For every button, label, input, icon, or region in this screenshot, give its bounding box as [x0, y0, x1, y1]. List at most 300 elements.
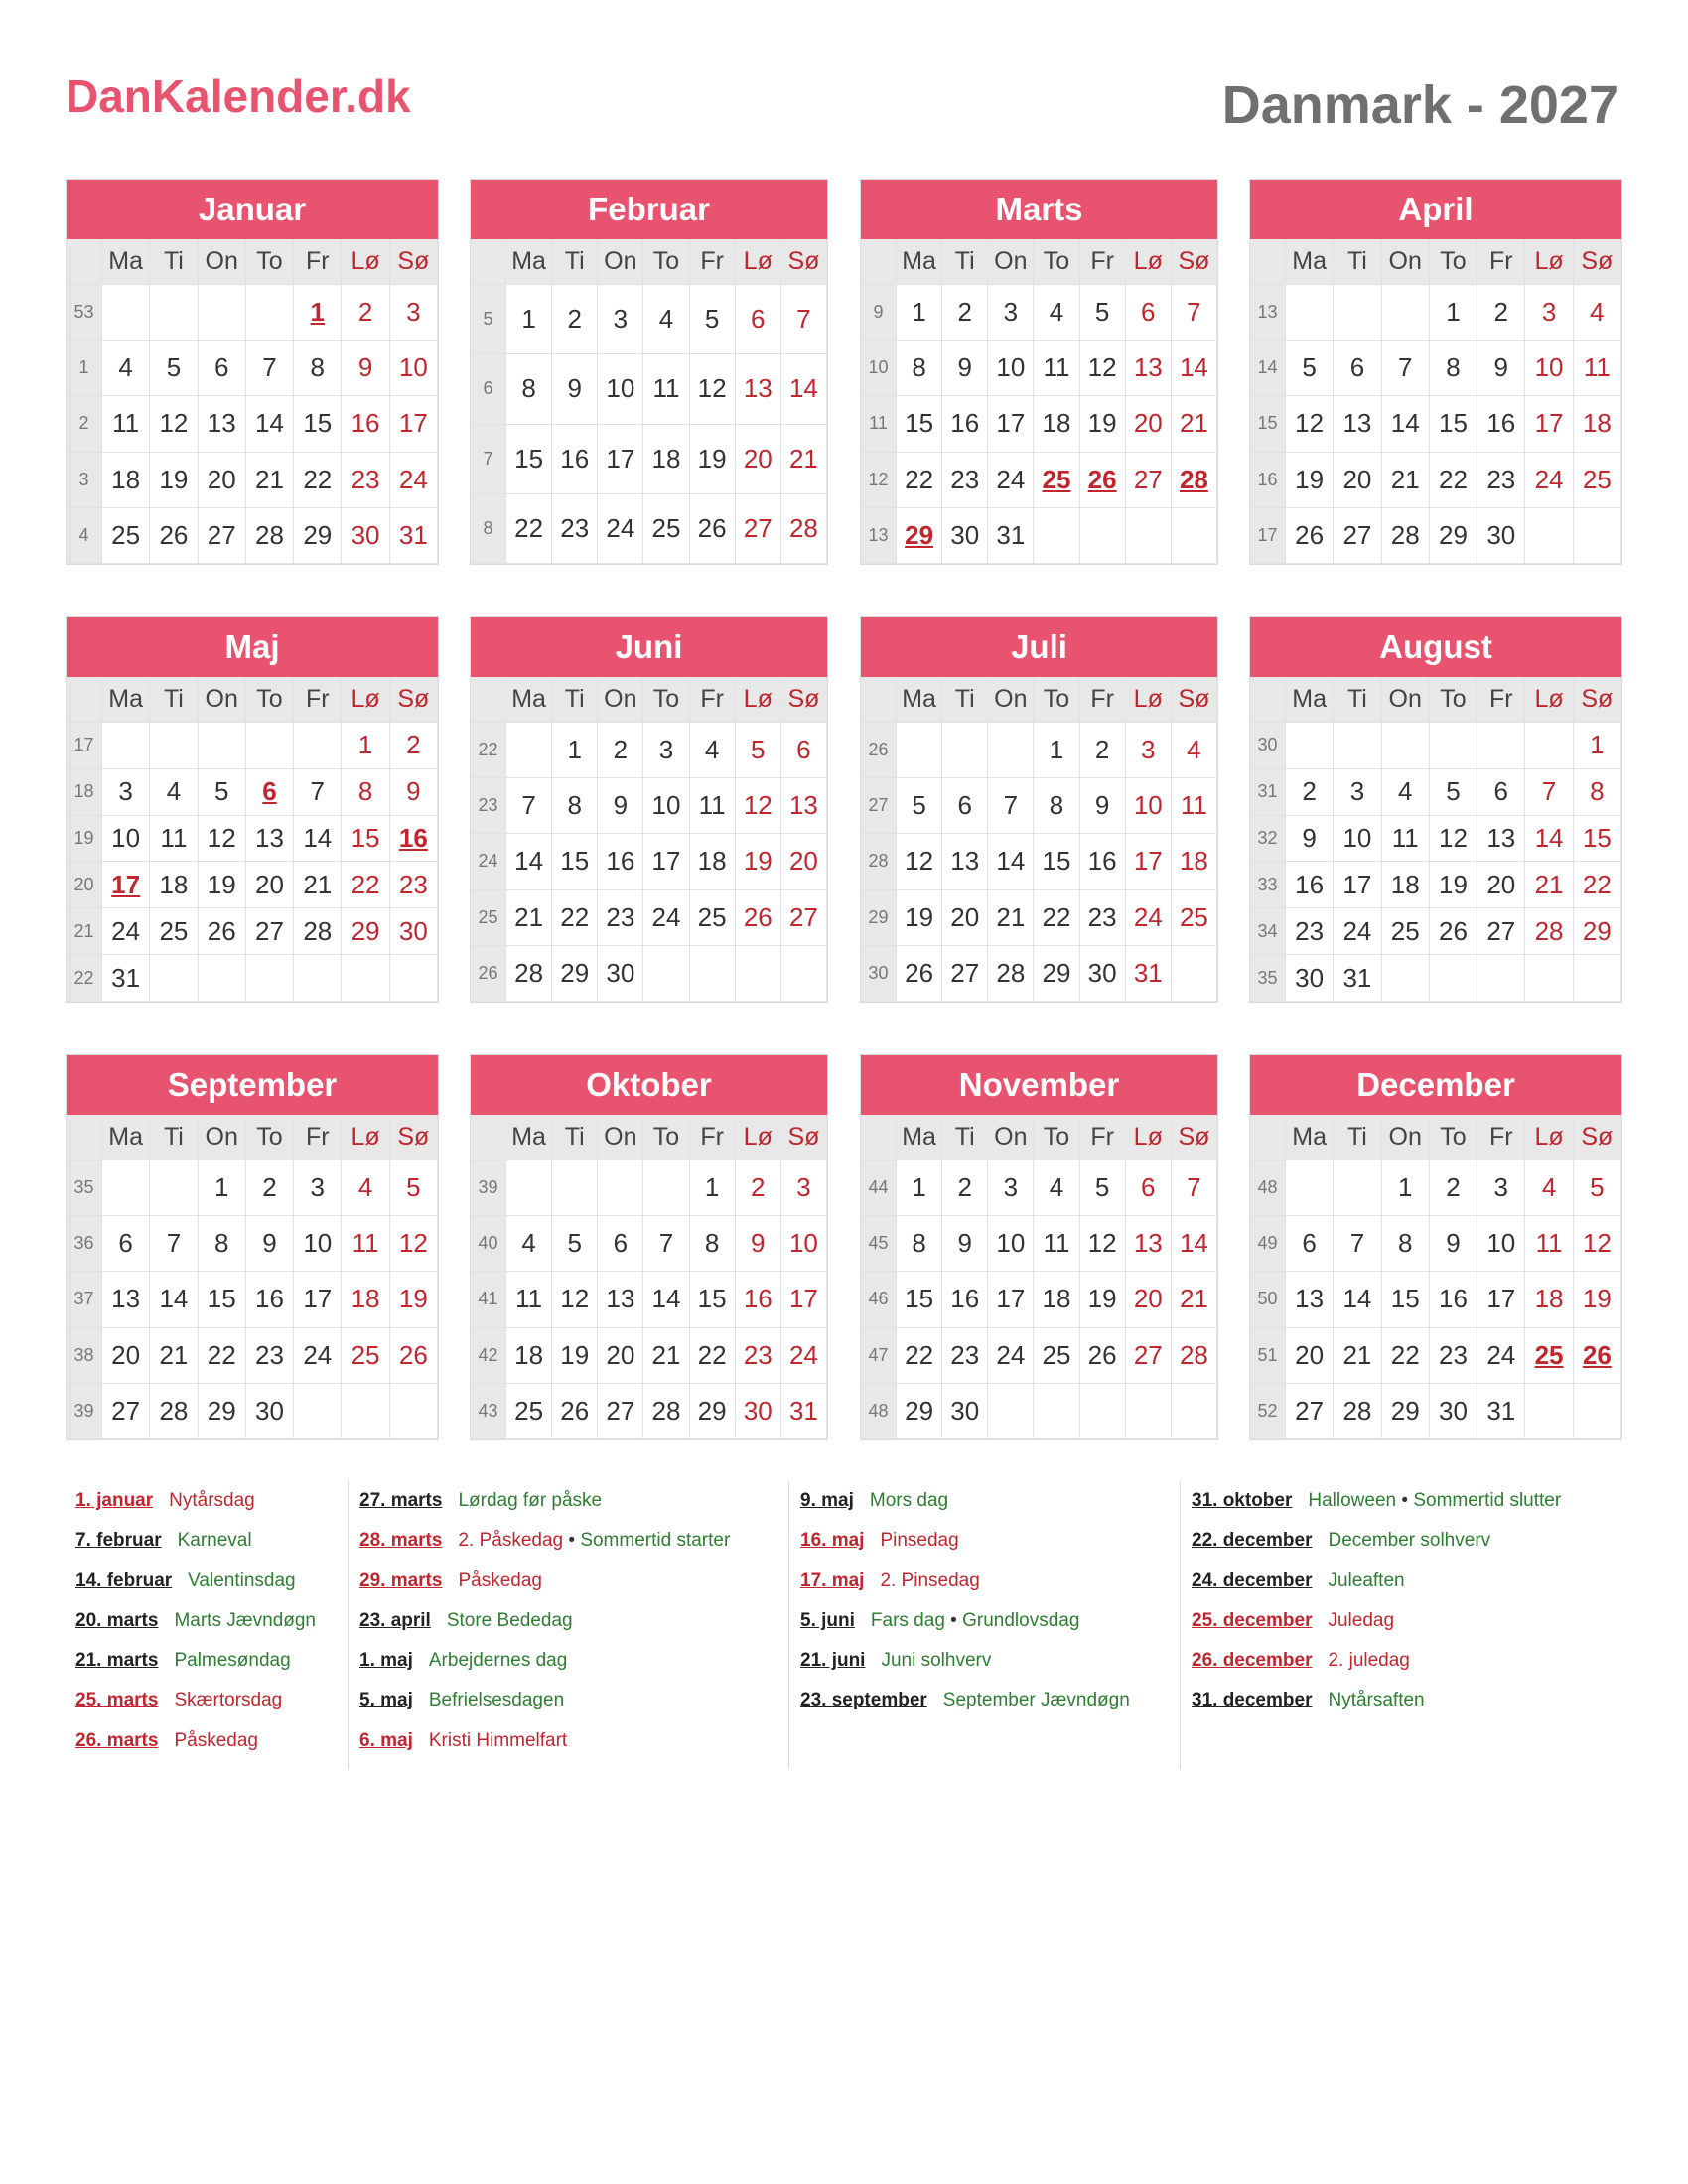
day-cell[interactable]: 17: [1477, 1272, 1525, 1327]
day-cell[interactable]: 4: [342, 1160, 389, 1216]
day-cell[interactable]: 1: [506, 285, 552, 354]
day-cell[interactable]: 12: [1080, 341, 1126, 396]
day-cell[interactable]: 27: [1334, 508, 1381, 564]
day-cell[interactable]: 9: [942, 1216, 988, 1272]
day-cell[interactable]: 27: [781, 890, 827, 946]
day-cell[interactable]: 29: [897, 1384, 942, 1439]
day-cell[interactable]: 15: [342, 816, 389, 863]
day-cell[interactable]: 15: [199, 1272, 246, 1327]
day-cell[interactable]: 23: [598, 890, 643, 946]
day-cell[interactable]: 21: [643, 1328, 689, 1384]
day-cell[interactable]: 23: [1477, 453, 1525, 508]
legend-date[interactable]: 14. februar: [75, 1570, 173, 1591]
day-cell[interactable]: 15: [690, 1272, 736, 1327]
day-cell[interactable]: 16: [1080, 834, 1126, 889]
day-cell[interactable]: 11: [1172, 778, 1217, 834]
day-cell[interactable]: 2: [1080, 723, 1126, 778]
day-cell[interactable]: 4: [102, 341, 150, 396]
day-cell[interactable]: 12: [199, 816, 246, 863]
day-cell[interactable]: 23: [736, 1328, 781, 1384]
day-cell[interactable]: 28: [294, 908, 342, 955]
day-cell[interactable]: 22: [1430, 453, 1477, 508]
day-cell[interactable]: 12: [552, 1272, 598, 1327]
day-cell[interactable]: 10: [390, 341, 438, 396]
day-cell[interactable]: 10: [102, 816, 150, 863]
day-cell[interactable]: 3: [1334, 769, 1381, 816]
day-cell[interactable]: 13: [1126, 1216, 1172, 1272]
day-cell[interactable]: 4: [690, 723, 736, 778]
legend-date[interactable]: 1. januar: [75, 1490, 154, 1511]
day-cell[interactable]: 9: [736, 1216, 781, 1272]
day-cell[interactable]: 18: [342, 1272, 389, 1327]
day-cell[interactable]: 14: [781, 354, 827, 424]
day-cell[interactable]: 6: [1126, 1160, 1172, 1216]
day-cell[interactable]: 1: [1034, 723, 1079, 778]
day-cell[interactable]: 3: [1525, 285, 1573, 341]
day-cell[interactable]: 10: [598, 354, 643, 424]
day-cell[interactable]: 18: [1525, 1272, 1573, 1327]
day-cell[interactable]: 7: [150, 1216, 198, 1272]
day-cell[interactable]: 20: [1126, 1272, 1172, 1327]
day-cell[interactable]: 24: [294, 1328, 342, 1384]
day-cell[interactable]: 26: [690, 494, 736, 564]
day-cell[interactable]: 18: [102, 453, 150, 508]
day-cell[interactable]: 31: [1334, 955, 1381, 1002]
day-cell[interactable]: 20: [942, 890, 988, 946]
day-cell[interactable]: 27: [1477, 908, 1525, 955]
day-cell[interactable]: 30: [246, 1384, 294, 1439]
day-cell[interactable]: 4: [1034, 1160, 1079, 1216]
day-cell[interactable]: 26: [199, 908, 246, 955]
legend-date[interactable]: 29. marts: [359, 1570, 443, 1591]
day-cell[interactable]: 22: [1034, 890, 1079, 946]
day-cell[interactable]: 4: [1034, 285, 1079, 341]
day-cell[interactable]: 24: [988, 453, 1034, 508]
day-cell[interactable]: 10: [781, 1216, 827, 1272]
day-cell[interactable]: 15: [506, 425, 552, 494]
day-cell[interactable]: 9: [598, 778, 643, 834]
day-cell[interactable]: 8: [506, 354, 552, 424]
day-cell[interactable]: 30: [1430, 1384, 1477, 1439]
legend-date[interactable]: 16. maj: [800, 1530, 865, 1552]
day-cell[interactable]: 8: [199, 1216, 246, 1272]
day-cell[interactable]: 26: [897, 946, 942, 1002]
day-cell[interactable]: 11: [506, 1272, 552, 1327]
day-cell[interactable]: 28: [150, 1384, 198, 1439]
day-cell[interactable]: 1: [897, 285, 942, 341]
day-cell[interactable]: 29: [1430, 508, 1477, 564]
day-cell[interactable]: 18: [1034, 1272, 1079, 1327]
day-cell[interactable]: 5: [1080, 285, 1126, 341]
day-cell[interactable]: 3: [598, 285, 643, 354]
day-cell[interactable]: 17: [390, 396, 438, 452]
day-cell[interactable]: 6: [1477, 769, 1525, 816]
day-cell[interactable]: 11: [1574, 341, 1621, 396]
day-cell[interactable]: 7: [643, 1216, 689, 1272]
day-cell[interactable]: 29: [1382, 1384, 1430, 1439]
day-cell[interactable]: 16: [1477, 396, 1525, 452]
day-cell[interactable]: 1: [1430, 285, 1477, 341]
day-cell[interactable]: 14: [1382, 396, 1430, 452]
day-cell[interactable]: 16: [598, 834, 643, 889]
day-cell[interactable]: 9: [1430, 1216, 1477, 1272]
day-cell[interactable]: 9: [246, 1216, 294, 1272]
day-cell[interactable]: 10: [643, 778, 689, 834]
day-cell[interactable]: 13: [1477, 816, 1525, 863]
day-cell[interactable]: 14: [294, 816, 342, 863]
day-cell[interactable]: 19: [690, 425, 736, 494]
day-cell[interactable]: 5: [390, 1160, 438, 1216]
day-cell[interactable]: 6: [1286, 1216, 1334, 1272]
day-cell[interactable]: 14: [150, 1272, 198, 1327]
day-cell[interactable]: 17: [1126, 834, 1172, 889]
day-cell[interactable]: 5: [1574, 1160, 1621, 1216]
day-cell[interactable]: 13: [199, 396, 246, 452]
day-cell[interactable]: 28: [506, 946, 552, 1002]
legend-date[interactable]: 24. december: [1192, 1570, 1313, 1591]
legend-date[interactable]: 22. december: [1192, 1530, 1313, 1552]
day-cell[interactable]: 8: [1382, 1216, 1430, 1272]
day-cell[interactable]: 27: [736, 494, 781, 564]
day-cell[interactable]: 8: [552, 778, 598, 834]
day-cell[interactable]: 12: [1430, 816, 1477, 863]
day-cell[interactable]: 25: [1034, 453, 1079, 508]
day-cell[interactable]: 14: [506, 834, 552, 889]
day-cell[interactable]: 9: [552, 354, 598, 424]
day-cell[interactable]: 22: [1574, 862, 1621, 908]
day-cell[interactable]: 28: [1525, 908, 1573, 955]
day-cell[interactable]: 19: [199, 862, 246, 908]
day-cell[interactable]: 6: [199, 341, 246, 396]
day-cell[interactable]: 30: [736, 1384, 781, 1439]
legend-date[interactable]: 23. september: [800, 1690, 927, 1711]
day-cell[interactable]: 29: [342, 908, 389, 955]
day-cell[interactable]: 18: [690, 834, 736, 889]
day-cell[interactable]: 20: [598, 1328, 643, 1384]
day-cell[interactable]: 4: [506, 1216, 552, 1272]
legend-date[interactable]: 23. april: [359, 1609, 431, 1631]
day-cell[interactable]: 24: [598, 494, 643, 564]
day-cell[interactable]: 2: [552, 285, 598, 354]
day-cell[interactable]: 27: [598, 1384, 643, 1439]
day-cell[interactable]: 16: [1286, 862, 1334, 908]
day-cell[interactable]: 1: [690, 1160, 736, 1216]
day-cell[interactable]: 5: [1286, 341, 1334, 396]
day-cell[interactable]: 24: [1477, 1328, 1525, 1384]
legend-date[interactable]: 21. juni: [800, 1650, 866, 1672]
day-cell[interactable]: 31: [1477, 1384, 1525, 1439]
day-cell[interactable]: 4: [1525, 1160, 1573, 1216]
day-cell[interactable]: 2: [942, 285, 988, 341]
day-cell[interactable]: 2: [942, 1160, 988, 1216]
day-cell[interactable]: 26: [1080, 1328, 1126, 1384]
day-cell[interactable]: 23: [1080, 890, 1126, 946]
day-cell[interactable]: 4: [150, 769, 198, 816]
day-cell[interactable]: 20: [781, 834, 827, 889]
day-cell[interactable]: 27: [1126, 453, 1172, 508]
day-cell[interactable]: 23: [390, 862, 438, 908]
day-cell[interactable]: 19: [1080, 1272, 1126, 1327]
day-cell[interactable]: 14: [643, 1272, 689, 1327]
day-cell[interactable]: 8: [342, 769, 389, 816]
day-cell[interactable]: 14: [1334, 1272, 1381, 1327]
day-cell[interactable]: 22: [897, 1328, 942, 1384]
day-cell[interactable]: 20: [246, 862, 294, 908]
day-cell[interactable]: 5: [1080, 1160, 1126, 1216]
day-cell[interactable]: 25: [1574, 453, 1621, 508]
legend-date[interactable]: 28. marts: [359, 1530, 443, 1552]
day-cell[interactable]: 3: [781, 1160, 827, 1216]
day-cell[interactable]: 16: [390, 816, 438, 863]
day-cell[interactable]: 12: [736, 778, 781, 834]
day-cell[interactable]: 16: [552, 425, 598, 494]
day-cell[interactable]: 19: [390, 1272, 438, 1327]
day-cell[interactable]: 16: [1430, 1272, 1477, 1327]
day-cell[interactable]: 8: [897, 1216, 942, 1272]
day-cell[interactable]: 13: [246, 816, 294, 863]
day-cell[interactable]: 28: [1172, 1328, 1217, 1384]
legend-date[interactable]: 31. december: [1192, 1690, 1313, 1711]
day-cell[interactable]: 10: [1525, 341, 1573, 396]
day-cell[interactable]: 6: [1334, 341, 1381, 396]
day-cell[interactable]: 21: [1334, 1328, 1381, 1384]
day-cell[interactable]: 3: [102, 769, 150, 816]
day-cell[interactable]: 31: [1126, 946, 1172, 1002]
day-cell[interactable]: 11: [342, 1216, 389, 1272]
day-cell[interactable]: 14: [1172, 1216, 1217, 1272]
day-cell[interactable]: 12: [1286, 396, 1334, 452]
day-cell[interactable]: 15: [897, 396, 942, 452]
day-cell[interactable]: 16: [246, 1272, 294, 1327]
day-cell[interactable]: 13: [1126, 341, 1172, 396]
day-cell[interactable]: 24: [1126, 890, 1172, 946]
day-cell[interactable]: 15: [1430, 396, 1477, 452]
day-cell[interactable]: 8: [897, 341, 942, 396]
day-cell[interactable]: 8: [690, 1216, 736, 1272]
day-cell[interactable]: 3: [294, 1160, 342, 1216]
day-cell[interactable]: 5: [1430, 769, 1477, 816]
day-cell[interactable]: 20: [1126, 396, 1172, 452]
day-cell[interactable]: 13: [1334, 396, 1381, 452]
day-cell[interactable]: 24: [781, 1328, 827, 1384]
day-cell[interactable]: 30: [1286, 955, 1334, 1002]
day-cell[interactable]: 12: [1080, 1216, 1126, 1272]
day-cell[interactable]: 1: [1574, 723, 1621, 769]
day-cell[interactable]: 18: [1034, 396, 1079, 452]
day-cell[interactable]: 16: [342, 396, 389, 452]
day-cell[interactable]: 25: [506, 1384, 552, 1439]
day-cell[interactable]: 22: [294, 453, 342, 508]
day-cell[interactable]: 6: [246, 769, 294, 816]
day-cell[interactable]: 3: [1477, 1160, 1525, 1216]
day-cell[interactable]: 24: [643, 890, 689, 946]
day-cell[interactable]: 23: [1430, 1328, 1477, 1384]
day-cell[interactable]: 22: [342, 862, 389, 908]
day-cell[interactable]: 30: [342, 508, 389, 564]
day-cell[interactable]: 25: [1525, 1328, 1573, 1384]
day-cell[interactable]: 25: [1034, 1328, 1079, 1384]
day-cell[interactable]: 27: [1126, 1328, 1172, 1384]
day-cell[interactable]: 1: [294, 285, 342, 341]
day-cell[interactable]: 5: [690, 285, 736, 354]
day-cell[interactable]: 7: [246, 341, 294, 396]
day-cell[interactable]: 10: [1126, 778, 1172, 834]
day-cell[interactable]: 15: [1382, 1272, 1430, 1327]
day-cell[interactable]: 14: [1172, 341, 1217, 396]
day-cell[interactable]: 6: [942, 778, 988, 834]
day-cell[interactable]: 25: [1172, 890, 1217, 946]
day-cell[interactable]: 16: [942, 396, 988, 452]
day-cell[interactable]: 1: [199, 1160, 246, 1216]
legend-date[interactable]: 7. februar: [75, 1530, 162, 1552]
day-cell[interactable]: 7: [1172, 1160, 1217, 1216]
day-cell[interactable]: 30: [598, 946, 643, 1002]
day-cell[interactable]: 26: [150, 508, 198, 564]
day-cell[interactable]: 27: [102, 1384, 150, 1439]
day-cell[interactable]: 2: [1286, 769, 1334, 816]
day-cell[interactable]: 4: [1172, 723, 1217, 778]
day-cell[interactable]: 19: [552, 1328, 598, 1384]
day-cell[interactable]: 21: [150, 1328, 198, 1384]
day-cell[interactable]: 3: [988, 285, 1034, 341]
day-cell[interactable]: 26: [1430, 908, 1477, 955]
day-cell[interactable]: 11: [690, 778, 736, 834]
day-cell[interactable]: 24: [1334, 908, 1381, 955]
day-cell[interactable]: 23: [342, 453, 389, 508]
day-cell[interactable]: 19: [1574, 1272, 1621, 1327]
day-cell[interactable]: 31: [102, 955, 150, 1002]
day-cell[interactable]: 27: [1286, 1384, 1334, 1439]
day-cell[interactable]: 16: [942, 1272, 988, 1327]
day-cell[interactable]: 25: [690, 890, 736, 946]
day-cell[interactable]: 1: [342, 723, 389, 769]
day-cell[interactable]: 30: [1477, 508, 1525, 564]
day-cell[interactable]: 13: [598, 1272, 643, 1327]
day-cell[interactable]: 8: [1574, 769, 1621, 816]
legend-date[interactable]: 21. marts: [75, 1650, 159, 1672]
day-cell[interactable]: 31: [988, 508, 1034, 564]
day-cell[interactable]: 11: [102, 396, 150, 452]
legend-date[interactable]: 1. maj: [359, 1650, 413, 1672]
day-cell[interactable]: 17: [988, 396, 1034, 452]
day-cell[interactable]: 7: [1172, 285, 1217, 341]
day-cell[interactable]: 10: [988, 341, 1034, 396]
day-cell[interactable]: 19: [150, 453, 198, 508]
day-cell[interactable]: 28: [781, 494, 827, 564]
day-cell[interactable]: 24: [988, 1328, 1034, 1384]
day-cell[interactable]: 7: [1334, 1216, 1381, 1272]
day-cell[interactable]: 28: [1172, 453, 1217, 508]
legend-date[interactable]: 17. maj: [800, 1570, 865, 1591]
day-cell[interactable]: 28: [988, 946, 1034, 1002]
day-cell[interactable]: 26: [390, 1328, 438, 1384]
day-cell[interactable]: 19: [1430, 862, 1477, 908]
day-cell[interactable]: 7: [1382, 341, 1430, 396]
day-cell[interactable]: 12: [1574, 1216, 1621, 1272]
day-cell[interactable]: 29: [690, 1384, 736, 1439]
day-cell[interactable]: 5: [736, 723, 781, 778]
day-cell[interactable]: 30: [942, 1384, 988, 1439]
day-cell[interactable]: 14: [988, 834, 1034, 889]
day-cell[interactable]: 4: [1574, 285, 1621, 341]
day-cell[interactable]: 26: [552, 1384, 598, 1439]
day-cell[interactable]: 2: [598, 723, 643, 778]
day-cell[interactable]: 8: [1430, 341, 1477, 396]
day-cell[interactable]: 29: [552, 946, 598, 1002]
day-cell[interactable]: 22: [506, 494, 552, 564]
day-cell[interactable]: 24: [1525, 453, 1573, 508]
day-cell[interactable]: 6: [736, 285, 781, 354]
day-cell[interactable]: 23: [942, 453, 988, 508]
day-cell[interactable]: 18: [1382, 862, 1430, 908]
day-cell[interactable]: 17: [1525, 396, 1573, 452]
day-cell[interactable]: 17: [294, 1272, 342, 1327]
day-cell[interactable]: 6: [102, 1216, 150, 1272]
day-cell[interactable]: 18: [150, 862, 198, 908]
day-cell[interactable]: 9: [1477, 341, 1525, 396]
day-cell[interactable]: 30: [942, 508, 988, 564]
day-cell[interactable]: 17: [598, 425, 643, 494]
day-cell[interactable]: 21: [988, 890, 1034, 946]
day-cell[interactable]: 19: [1080, 396, 1126, 452]
day-cell[interactable]: 26: [1574, 1328, 1621, 1384]
day-cell[interactable]: 26: [1080, 453, 1126, 508]
day-cell[interactable]: 15: [1574, 816, 1621, 863]
day-cell[interactable]: 19: [897, 890, 942, 946]
day-cell[interactable]: 6: [598, 1216, 643, 1272]
day-cell[interactable]: 20: [736, 425, 781, 494]
day-cell[interactable]: 1: [1382, 1160, 1430, 1216]
day-cell[interactable]: 25: [102, 508, 150, 564]
day-cell[interactable]: 7: [781, 285, 827, 354]
legend-date[interactable]: 5. juni: [800, 1609, 855, 1631]
legend-date[interactable]: 25. december: [1192, 1609, 1313, 1631]
day-cell[interactable]: 18: [1574, 396, 1621, 452]
day-cell[interactable]: 2: [342, 285, 389, 341]
legend-date[interactable]: 26. december: [1192, 1650, 1313, 1672]
day-cell[interactable]: 10: [294, 1216, 342, 1272]
day-cell[interactable]: 12: [690, 354, 736, 424]
day-cell[interactable]: 25: [150, 908, 198, 955]
day-cell[interactable]: 25: [643, 494, 689, 564]
day-cell[interactable]: 29: [1574, 908, 1621, 955]
day-cell[interactable]: 11: [1034, 1216, 1079, 1272]
day-cell[interactable]: 4: [1382, 769, 1430, 816]
day-cell[interactable]: 17: [781, 1272, 827, 1327]
day-cell[interactable]: 20: [1286, 1328, 1334, 1384]
day-cell[interactable]: 22: [1382, 1328, 1430, 1384]
day-cell[interactable]: 7: [506, 778, 552, 834]
day-cell[interactable]: 3: [988, 1160, 1034, 1216]
day-cell[interactable]: 27: [942, 946, 988, 1002]
day-cell[interactable]: 27: [199, 508, 246, 564]
day-cell[interactable]: 5: [552, 1216, 598, 1272]
day-cell[interactable]: 23: [552, 494, 598, 564]
day-cell[interactable]: 9: [1080, 778, 1126, 834]
day-cell[interactable]: 8: [294, 341, 342, 396]
day-cell[interactable]: 15: [552, 834, 598, 889]
day-cell[interactable]: 9: [1286, 816, 1334, 863]
day-cell[interactable]: 13: [781, 778, 827, 834]
day-cell[interactable]: 20: [1477, 862, 1525, 908]
day-cell[interactable]: 17: [1334, 862, 1381, 908]
day-cell[interactable]: 9: [342, 341, 389, 396]
day-cell[interactable]: 3: [1126, 723, 1172, 778]
day-cell[interactable]: 13: [942, 834, 988, 889]
day-cell[interactable]: 21: [781, 425, 827, 494]
day-cell[interactable]: 9: [942, 341, 988, 396]
day-cell[interactable]: 21: [1172, 396, 1217, 452]
